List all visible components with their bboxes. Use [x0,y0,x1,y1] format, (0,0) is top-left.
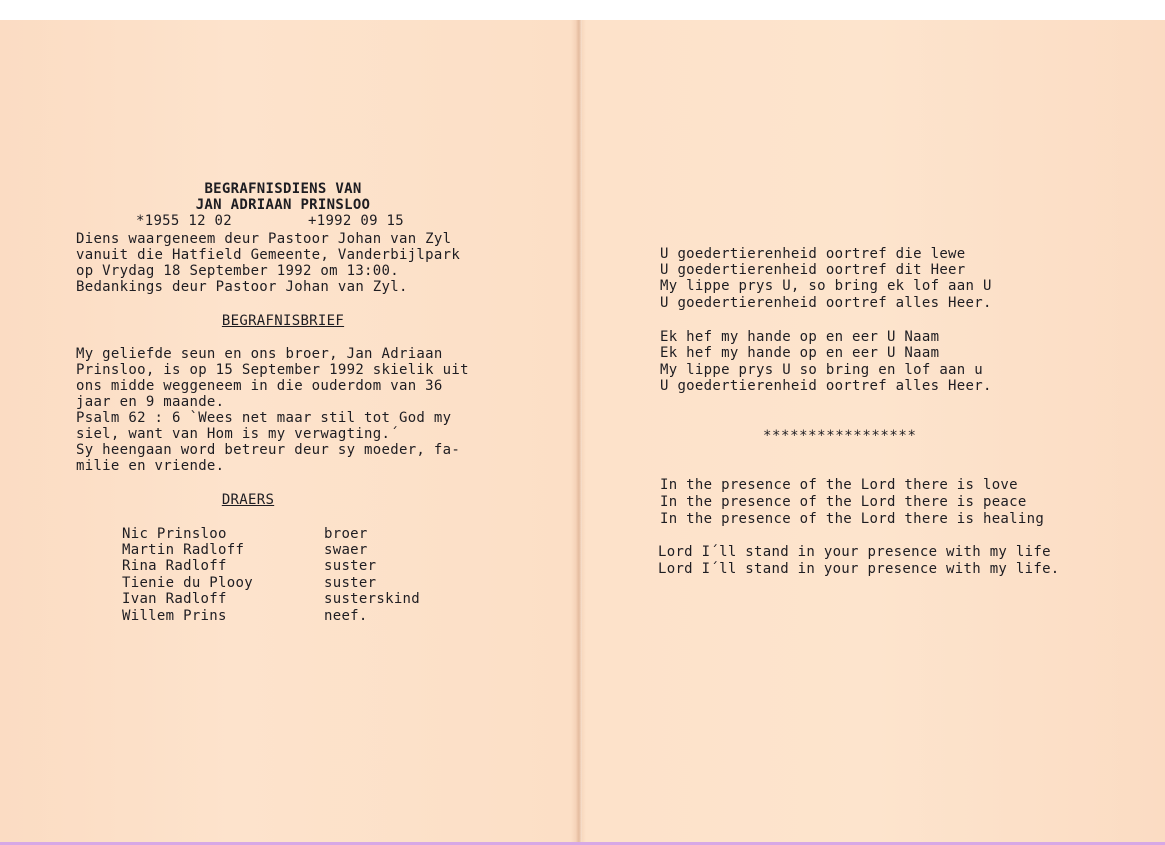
hymn-line: Ek hef my hande op en eer U Naam [660,345,940,361]
service-line: op Vrydag 18 September 1992 om 13:00. [76,263,399,279]
bearer-name: Tienie du Plooy [122,575,253,591]
letter-heading: BEGRAFNISBRIEF [221,313,345,329]
song-line: In the presence of the Lord there is love [660,477,1018,493]
death-date: +1992 09 15 [308,213,405,229]
program-title: BEGRAFNISDIENS VAN [204,181,362,197]
bearer-relation: neef. [324,608,368,624]
hymn-line: My lippe prys U so bring en lof aan u [660,362,983,378]
bearer-relation: susterskind [324,591,421,607]
letter-line: milie en vriende. [76,458,225,474]
bearer-name: Rina Radloff [122,558,227,574]
funeral-program-sheet [0,20,1165,845]
separator-stars: ***************** [763,428,917,444]
deceased-name: JAN ADRIAAN PRINSLOO [195,197,371,213]
hymn-line: U goedertierenheid oortref dit Heer [660,262,966,278]
bearer-relation: suster [324,558,377,574]
letter-line: My geliefde seun en ons broer, Jan Adriaan [76,346,443,362]
service-line: vanuit die Hatfield Gemeente, Vanderbijlpark [76,247,461,263]
bearer-relation: broer [324,526,368,542]
letter-line: ons midde weggeneem in die ouderdom van 36 [76,378,443,394]
letter-line: Sy heengaan word betreur deur sy moeder, fa- [76,442,461,458]
bearer-name: Nic Prinsloo [122,526,227,542]
bearers-heading: DRAERS [221,492,275,508]
service-line: Diens waargeneem deur Pastoor Johan van Zyl [76,231,452,247]
hymn-line: Ek hef my hande op en eer U Naam [660,329,940,345]
song-line: In the presence of the Lord there is peace [660,494,1027,510]
bearer-relation: swaer [324,542,368,558]
letter-line: Psalm 62 : 6 `Wees net maar stil tot God my [76,410,452,426]
bearer-name: Martin Radloff [122,542,245,558]
song-line: Lord I´ll stand in your presence with my life. [658,561,1060,577]
hymn-line: U goedertierenheid oortref alles Heer. [660,378,992,394]
letter-line: jaar en 9 maande. [76,394,225,410]
bearer-name: Ivan Radloff [122,591,227,607]
hymn-line: U goedertierenheid oortref die lewe [660,246,966,262]
bearer-relation: suster [324,575,377,591]
song-line: Lord I´ll stand in your presence with my life [658,544,1051,560]
center-fold [576,20,582,845]
song-line: In the presence of the Lord there is healing [660,511,1045,527]
hymn-line: U goedertierenheid oortref alles Heer. [660,295,992,311]
letter-line: Prinsloo, is op 15 September 1992 skielik uit [76,362,469,378]
service-line: Bedankings deur Pastoor Johan van Zyl. [76,279,408,295]
letter-line: siel, want van Hom is my verwagting.´ [76,426,399,442]
bearer-name: Willem Prins [122,608,227,624]
hymn-line: My lippe prys U, so bring ek lof aan U [660,278,992,294]
birth-date: *1955 12 02 [136,213,233,229]
